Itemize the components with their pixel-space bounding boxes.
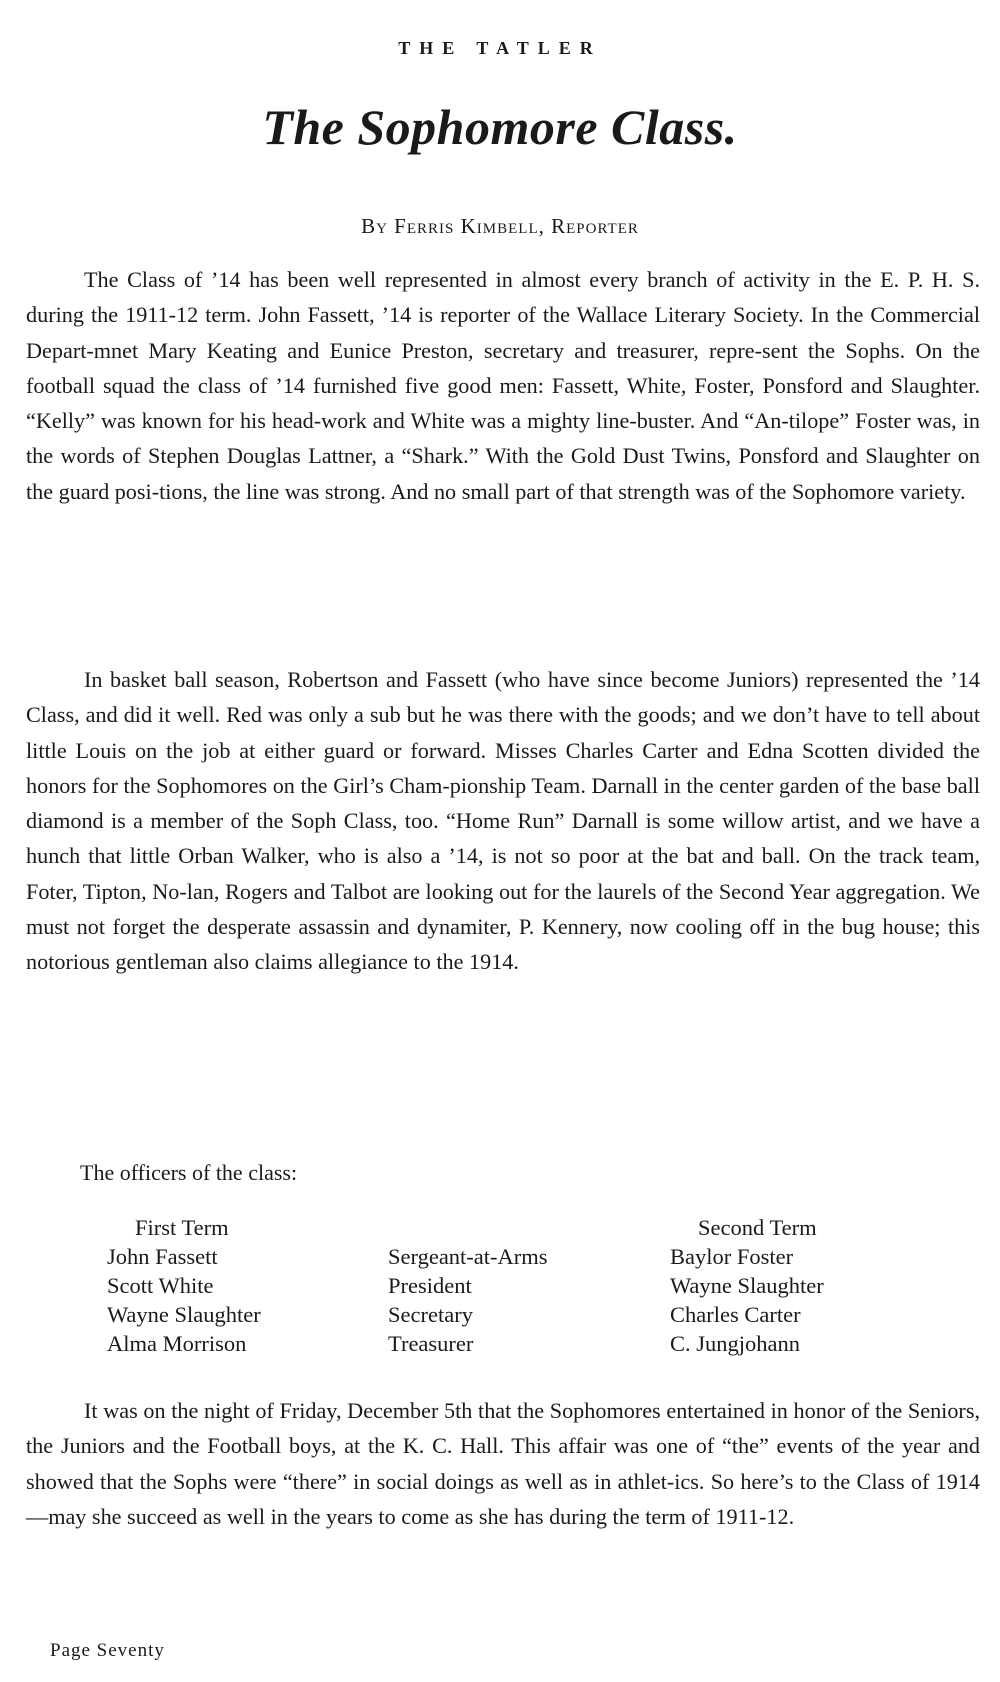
paragraph-1: The Class of ’14 has been well represented in almost every branch of activity in the E. P. H. S. during the 1911-12 term. John Fassett, ’14 is reporter of the Wallace Literary Society. In the Commercial Depart-mnet Mary Keating and Eunice Preston, secretary and treasurer, repre-sent the Sophs. On the football squad the class of ’14 furnished five good men: Fassett, White, Foster, Ponsford and Slaughter. “Kelly” was known for his head-work and White was a mighty line-buster. And “An-tilope” Foster was, in the words of Stephen Douglas Lattner, a “Shark.” With the Gold Dust Twins, Ponsford and Slaughter on the guard posi-tions, the line was strong. And no small part of that strength was of the Sophomore variety. xyxy=(26,267,980,504)
first-term-officer: Scott White xyxy=(107,1273,214,1298)
byline: By Ferris Kimbell, Reporter xyxy=(361,214,639,238)
first-term-officer: Alma Morrison xyxy=(107,1331,247,1356)
office-title: Sergeant-at-Arms xyxy=(388,1244,548,1269)
paragraph-3: It was on the night of Friday, December 5th that the Sophomores entertained in honor of the Seniors, the Juniors and the Football boys, at the K. C. Hall. This affair was one of “the” events of the year and showed that the Sophs were “there” in social doings as well as in athlet-ics. So here’s to the Class of 1914—may she succeed as well in the years to come as she has during the term of 1911-12. xyxy=(26,1398,980,1529)
second-term-officer: Baylor Foster xyxy=(670,1244,794,1269)
office-column xyxy=(388,1213,548,1358)
second-term-officer: C. Jungjohann xyxy=(670,1331,801,1356)
second-term-header: Second Term xyxy=(698,1215,817,1240)
first-term-column xyxy=(107,1213,261,1358)
office-title: President xyxy=(388,1273,472,1298)
office-title: Secretary xyxy=(388,1302,473,1327)
second-term-officer: Charles Carter xyxy=(670,1302,801,1327)
second-term-officer: Wayne Slaughter xyxy=(670,1273,824,1298)
office-title: Treasurer xyxy=(388,1331,474,1356)
second-term-column xyxy=(670,1213,824,1358)
page-number: Page Seventy xyxy=(50,1640,165,1661)
running-head: THE TATLER xyxy=(398,38,602,58)
first-term-header: First Term xyxy=(135,1215,229,1240)
first-term-officer: Wayne Slaughter xyxy=(107,1302,261,1327)
officers-intro: The officers of the class: xyxy=(80,1160,298,1185)
paragraph-2: In basket ball season, Robertson and Fassett (who have since become Juniors) represented the ’14 Class, and did it well. Red was only a sub but he was there with the goods; and we don’t have to tell about little Louis on the job at either guard or forward. Misses Charles Carter and Edna Scotten divided the honors for the Sophomores on the Girl’s Cham-pionship Team. Darnall in the center garden of the base ball diamond is a member of the Soph Class, too. “Home Run” Darnall is some willow artist, and we have a hunch that little Orban Walker, who is also a ’14, is not so poor at the bat and ball. On the track team, Foter, Tipton, No-lan, Rogers and Talbot are looking out for the laurels of the Second Year aggregation. We must not forget the desperate assassin and dynamiter, P. Kennery, now cooling off in the bug house; this notorious gentleman also claims allegiance to the 1914. xyxy=(26,667,980,975)
first-term-officer: John Fassett xyxy=(107,1244,218,1269)
article-title: The Sophomore Class. xyxy=(262,99,738,155)
